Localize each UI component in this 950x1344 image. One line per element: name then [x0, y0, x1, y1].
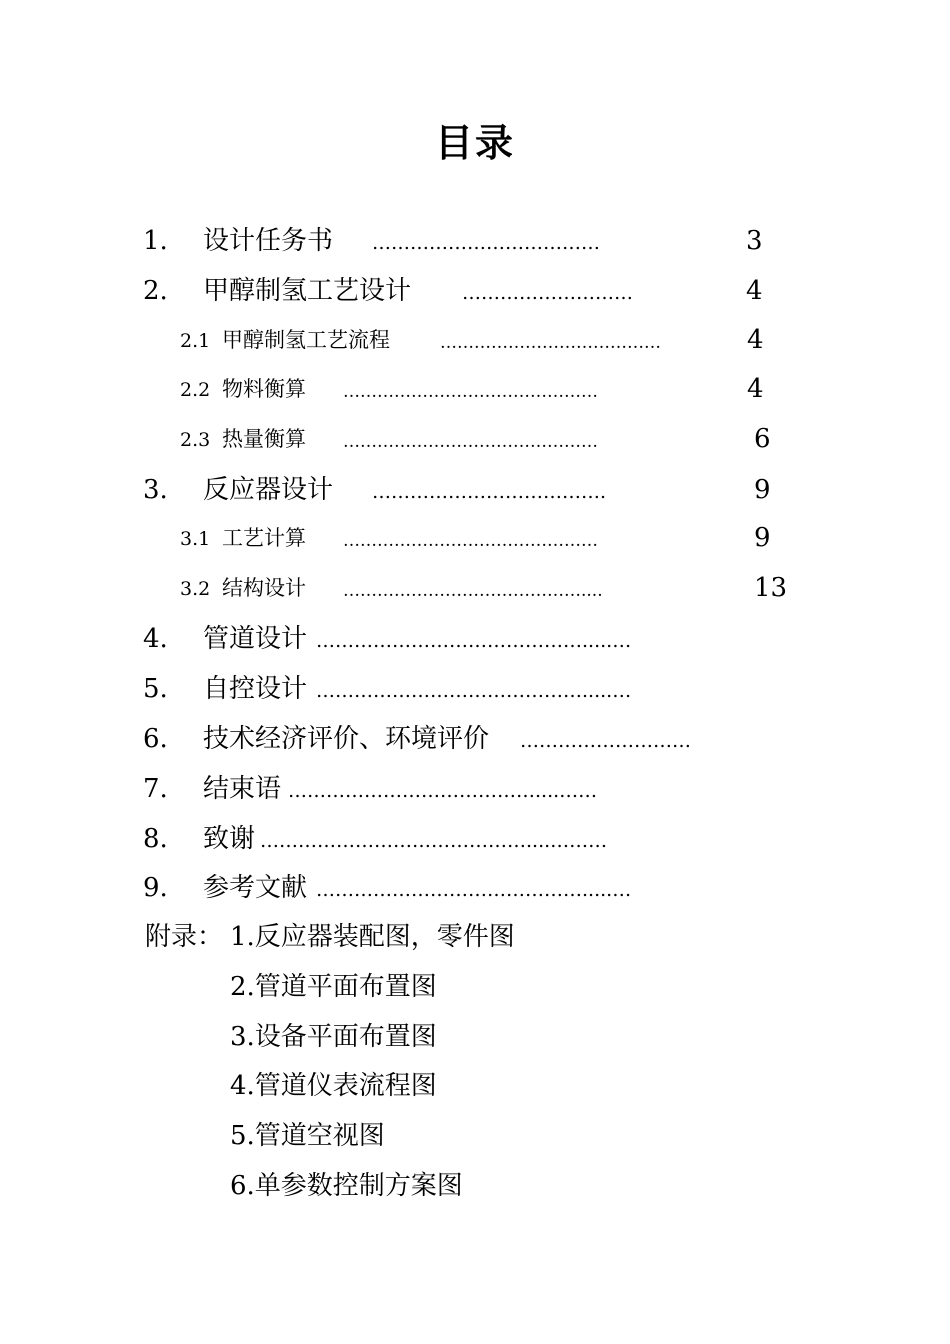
- appendix-item[interactable]: 2.管道平面布置图: [230, 972, 437, 1002]
- appendix-item[interactable]: 4.管道仪表流程图: [230, 1071, 437, 1101]
- toc-title: 目录: [434, 121, 515, 165]
- toc-entry-leader: ………………………………………: [343, 531, 598, 551]
- appendix-item[interactable]: 6.单参数控制方案图: [230, 1171, 463, 1201]
- toc-entry-number: 2.3: [180, 429, 211, 451]
- appendix-item[interactable]: 1.反应器装配图，零件图: [230, 922, 515, 952]
- toc-entry-leader: …………………………………….....…: [316, 630, 632, 652]
- toc-entry-number: 2.: [143, 276, 168, 306]
- toc-entry-text: 甲醇制氢工艺流程: [222, 328, 390, 352]
- toc-entry-page: 3: [746, 226, 763, 256]
- toc-entry-page: 9: [754, 523, 771, 553]
- toc-entry-text: 反应器设计: [203, 475, 334, 505]
- toc-entry-leader: …………………………………….....…: [316, 879, 632, 901]
- toc-entry-number: 3.2: [180, 578, 211, 600]
- toc-entry-number: 5.: [143, 674, 168, 704]
- toc-entry-text: 技术经济评价、环境评价: [203, 724, 490, 754]
- toc-entry-leader: ………………………: [462, 282, 633, 304]
- toc-entry-leader: …………………………………....……: [288, 780, 598, 802]
- toc-entry-leader: …………………………………: [440, 333, 661, 353]
- toc-entry-text: 管道设计: [203, 624, 308, 654]
- toc-entry-number: 3.: [143, 475, 168, 505]
- toc-entry-page: 13: [754, 573, 788, 603]
- toc-entry-page: 4: [747, 374, 764, 404]
- toc-entry-number: 7.: [143, 774, 168, 804]
- toc-entry-leader: ………………………: [520, 730, 691, 752]
- toc-entry-text: 结束语: [203, 774, 282, 804]
- toc-entry-number: 4.: [143, 624, 168, 654]
- toc-entry-page: 6: [754, 424, 771, 454]
- toc-entry-leader: ………………………………………: [343, 382, 598, 402]
- toc-entry-number: 2.1: [180, 330, 211, 352]
- toc-entry-leader: …………………………………….....…: [316, 680, 632, 702]
- toc-entry-text: 致谢: [203, 824, 256, 854]
- toc-entry-leader: ……………………………………....: [343, 581, 603, 601]
- toc-entry-number: 8.: [143, 824, 168, 854]
- toc-entry-number: 1.: [143, 226, 168, 256]
- toc-entry-number: 3.1: [180, 528, 211, 550]
- toc-entry-text: 结构设计: [222, 576, 306, 600]
- toc-entry-text: 参考文献: [203, 873, 308, 903]
- toc-entry-page: 4: [746, 276, 763, 306]
- toc-entry-leader: ………………………………: [372, 232, 600, 254]
- toc-entry-text: 热量衡算: [222, 427, 306, 451]
- appendix-item[interactable]: 5.管道空视图: [230, 1121, 385, 1151]
- toc-entry-leader: ……………………………….: [372, 481, 607, 503]
- toc-entry-leader: ……………………………………....………: [260, 830, 608, 852]
- appendix-label: 附录：: [145, 922, 224, 952]
- toc-entry-text: 设计任务书: [203, 226, 334, 256]
- toc-entry-page: 4: [747, 325, 764, 355]
- toc-entry-page: 9: [754, 475, 771, 505]
- toc-entry-text: 自控设计: [203, 674, 308, 704]
- toc-entry-number: 2.2: [180, 379, 211, 401]
- toc-entry-text: 物料衡算: [222, 377, 306, 401]
- toc-entry-number: 9.: [143, 873, 168, 903]
- toc-entry-leader: ………………………………………: [343, 432, 598, 452]
- appendix-item[interactable]: 3.设备平面布置图: [230, 1022, 437, 1052]
- toc-entry-text: 工艺计算: [222, 526, 306, 550]
- toc-entry-number: 6.: [143, 724, 168, 754]
- toc-entry-text: 甲醇制氢工艺设计: [203, 276, 412, 306]
